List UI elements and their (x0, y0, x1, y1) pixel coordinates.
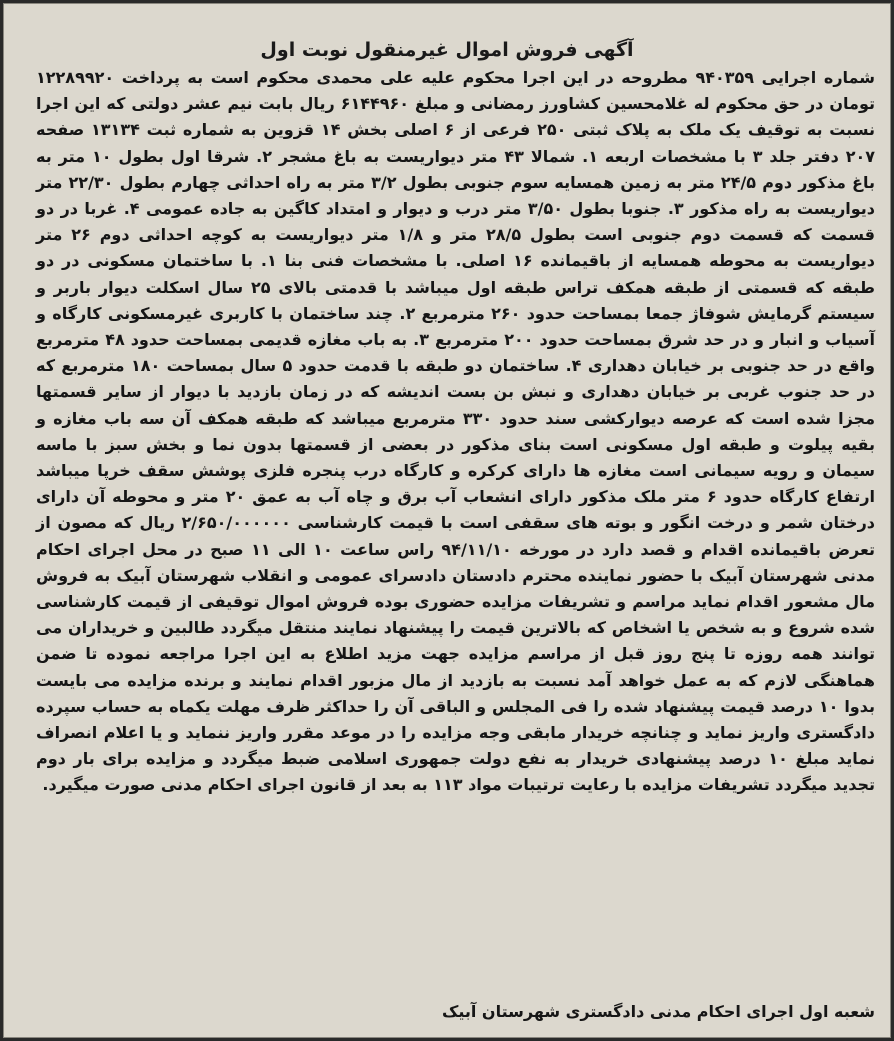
notice-title: آگهی فروش اموال غیرمنقول نوبت اول (260, 39, 634, 61)
notice-body-text: شماره اجرایی ۹۴۰۳۵۹ مطروحه در این اجرا محکوم علیه علی محمدی محکوم است به پرداخت ۱۲۲۸۹۹۲۰ تومان در حق محکوم له غلامحسین کشاورز رمضانی و مبلغ ۶۱۴۴۹۶۰ ریال بابت نیم عشر دولتی که این اجرا نسبت به توقیف یک ملک به پلاک ثبتی ۲۵۰ فرعی از ۶ اصلی بخش ۱۴ قزوین به شماره ثبت ۱۳۱۳۴ صفحه ۲۰۷ دفتر جلد ۳ با مشخصات اربعه ۱. شمالا ۴۳ متر دیواریست به باغ مشجر ۲. شرقا اول بطول ۱۰ متر به باغ مذکور دوم ۲۴/۵ متر به زمین همسایه سوم جنوبی بطول ۳/۲ متر به راه احداثی چهارم بطول ۲۲/۳۰ متر دیواریست به راه مذکور ۳. جنوبا بطول ۳/۵۰ متر درب و دیوار و امتداد کاگین به جاده عمومی ۴. غربا در دو قسمت که قسمت دوم جنوبی است بطول ۲۸/۵ متر و ۱/۸ متر دیواریست به کوچه احداثی دوم ۲۶ متر دیواریست به محوطه همسایه از باقیمانده ۱۶ اصلی. با مشخصات فنی بنا ۱. با ساختمان مسکونی در دو طبقه که قسمتی از طبقه همکف تراس طبقه اول میباشد با قدمتی بالای ۲۵ سال اسکلت دیوار باربر و سیستم گرمایش شوفاژ جمعا بمساحت حدود ۲۶۰ مترمربع ۲. چند ساختمان با کاربری غیرمسکونی کارگاه و آسیاب و انبار و در حد شرق بمساحت حدود ۲۰۰ مترمربع ۳. به باب مغازه قدیمی بمساحت حدود ۴۸ مترمربع واقع در حد جنوبی بر خیابان دهداری ۴. ساختمان دو طبقه با قدمت حدود ۵ سال بمساحت ۱۸۰ مترمربع که در حد جنوب غربی بر خیابان دهداری و نبش بن بست اندیشه که در زمان بازدید با دیوار از سایر قسمتها مجزا شده است که عرصه دیوارکشی سند حدود ۳۳۰ مترمربع میباشد که طبقه همکف آن سه باب مغازه و بقیه پیلوت و طبقه اول مسکونی است بنای مذکور در بعضی از قسمتها بدون نما و بخش سبز با ماسه سیمان و رویه سیمانی است مغازه ها دارای کرکره و کارگاه درب پنجره فلزی پوشش سقف خرپا میباشد ارتفاع کارگاه حدود ۶ متر ملک مذکور دارای انشعاب آب برق و چاه آب به عمق ۲۰ متر و محوطه آن دارای درختان شمر و درخت انگور و بوته های سقفی است با قیمت کارشناسی ۲/۶۵۰/۰۰۰۰۰۰ ریال که مصون از تعرض باقیمانده اقدام و قصد دارد در مورخه ۹۴/۱۱/۱۰ راس ساعت ۱۰ الی ۱۱ صبح در محل اجرای احکام مدنی شهرستان آبیک با حضور نماینده محترم دادستان دادسرای عمومی و انقلاب شهرستان آبیک به فروش مال مشعور اقدام نماید مراسم و تشریفات مزایده حضوری بوده فروش اموال توقیفی از قیمت کارشناسی شده شروع و به شخص یا اشخاص که بالاترین قیمت را پیشنهاد نمایند منتقل میگردد طالبین و خریداران می توانند همه روزه تا پنج روز قبل از مراسم مزایده جهت مزید اطلاع به این اجرا مراجعه نموده تا ضمن هماهنگی لازم که به عمل خواهد آمد نسبت به بازدید از مال مزبور اقدام نمایند و برنده مزایده می بایست بدوا ۱۰ درصد قیمت پیشنهاد شده را فی المجلس و الباقی آن را حداکثر ظرف مهلت یکماه به حساب سپرده دادگستری واریز نماید و چنانچه خریدار مابقی وجه مزایده را در موعد مقرر واریز ننماید و یا اعلام انصراف نماید مبلغ ۱۰ درصد پیشنهادی خریدار به نفع دولت جمهوری اسلامی ضبط میگردد و مزایده برای بار دوم تجدید میگردد تشریفات مزایده با رعایت ترتیبات مواد ۱۱۳ به بعد از قانون اجرای احکام مدنی صورت میگیرد. (36, 68, 876, 795)
notice-signature: شعبه اول اجرای احکام مدنی دادگستری شهرستان آبیک (441, 1002, 875, 1021)
notice-body (36, 65, 875, 799)
